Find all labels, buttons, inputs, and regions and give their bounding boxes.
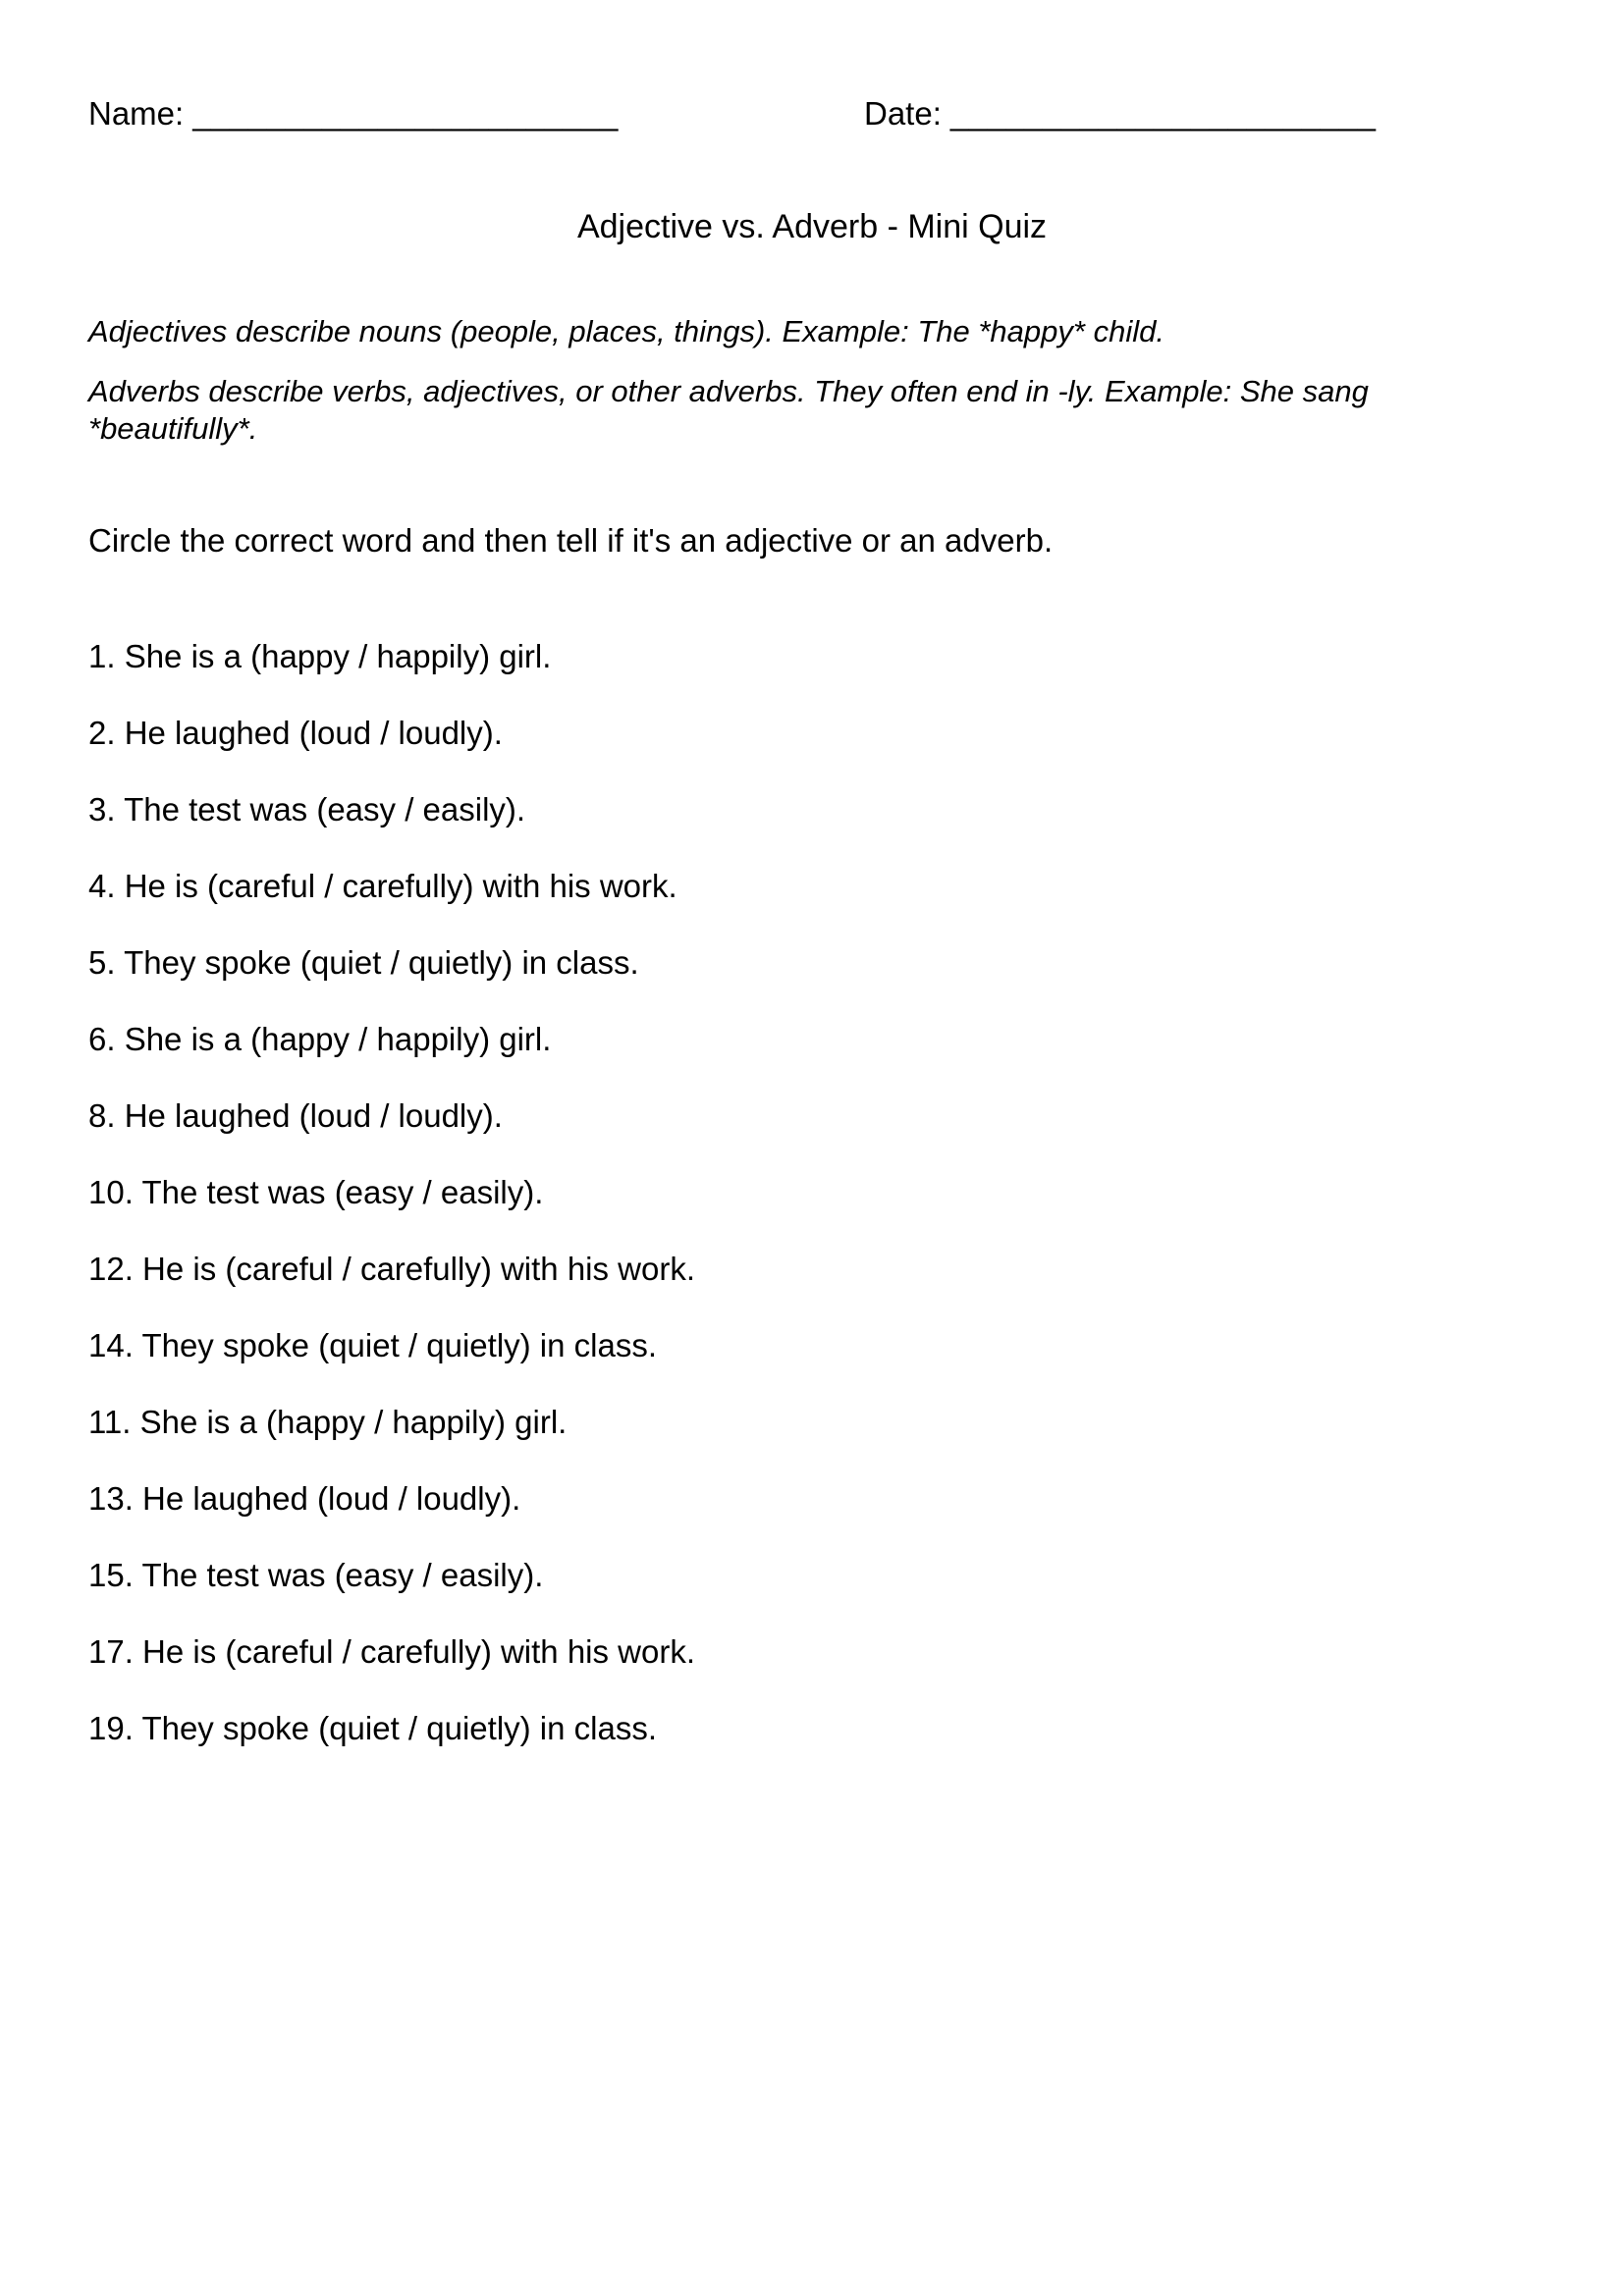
question-item: 12. He is (careful / carefully) with his work. <box>88 1251 696 1287</box>
question-item: 3. The test was (easy / easily). <box>88 791 526 828</box>
adverb-definition: Adverbs describe verbs, adjectives, or other adverbs. They often end in -ly. Example: She sang *beautifully*. <box>88 374 1369 446</box>
question-item: 11. She is a (happy / happily) girl. <box>88 1404 568 1440</box>
date-blank-line: _______________________ <box>949 95 1377 132</box>
question-item: 2. He laughed (loud / loudly). <box>88 715 503 751</box>
question-item: 17. He is (careful / carefully) with his work. <box>88 1633 696 1670</box>
adjective-definition: Adjectives describe nouns (people, places, things). Example: The *happy* child. <box>88 314 1164 348</box>
question-item: 14. They spoke (quiet / quietly) in class. <box>88 1327 658 1363</box>
question-item: 6. She is a (happy / happily) girl. <box>88 1021 552 1057</box>
question-item: 19. They spoke (quiet / quietly) in class. <box>88 1710 658 1746</box>
header-row <box>88 95 1536 133</box>
question-item: 10. The test was (easy / easily). <box>88 1174 544 1210</box>
name-field <box>88 95 864 133</box>
question-item: 8. He laughed (loud / loudly). <box>88 1097 503 1134</box>
question-item: 5. They spoke (quiet / quietly) in class. <box>88 944 639 981</box>
question-list <box>88 638 1536 1747</box>
directions-text: Circle the correct word and then tell if it's an adjective or an adverb. <box>88 522 1054 559</box>
worksheet-title: Adjective vs. Adverb - Mini Quiz <box>576 208 1048 245</box>
name-label: Name: <box>88 95 185 132</box>
date-label: Date: <box>864 95 942 132</box>
question-item: 15. The test was (easy / easily). <box>88 1557 544 1593</box>
question-item: 13. He laughed (loud / loudly). <box>88 1480 521 1517</box>
name-blank-line: _______________________ <box>192 95 619 132</box>
question-item: 4. He is (careful / carefully) with his work. <box>88 868 677 904</box>
date-field <box>864 95 1377 133</box>
question-item: 1. She is a (happy / happily) girl. <box>88 638 552 674</box>
